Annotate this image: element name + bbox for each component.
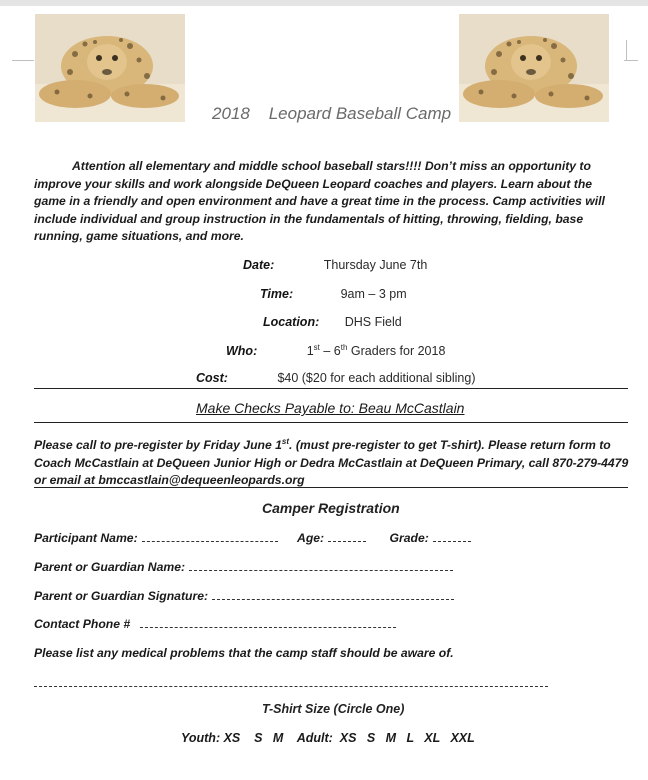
medical-label: Please list any medical problems that the camp staff should be aware of. xyxy=(34,646,454,660)
contact-phone-label: Contact Phone # xyxy=(34,617,131,631)
margin-mark-right-vertical xyxy=(626,40,627,60)
divider xyxy=(34,487,628,488)
tshirt-sizes: Youth: XS S M Adult: XS S M L XL XXL xyxy=(181,731,475,745)
document-title: 2018 Leopard Baseball Camp xyxy=(212,104,452,123)
guardian-signature-field[interactable] xyxy=(212,589,454,600)
margin-mark-right xyxy=(624,60,638,61)
cost-label: Cost: xyxy=(196,371,228,385)
date-value: Thursday June 7th xyxy=(323,258,428,272)
location-row xyxy=(263,315,402,329)
time-row xyxy=(260,287,407,301)
guardian-signature-row xyxy=(34,589,454,603)
preregister-paragraph: Please call to pre-register by Friday June 1st. (must pre-register to get T-shirt). Please return form to Coach McCastlain at DeQueen Junior High or Dedra McCastlain at DeQueen Primary, call 870-279-4479 or email at bmccastlain@dequeenleopards.org xyxy=(34,437,629,488)
tshirt-heading: T-Shirt Size (Circle One) xyxy=(262,702,405,716)
leopard-image-left xyxy=(35,14,185,122)
date-label: Date: xyxy=(243,258,275,272)
guardian-name-field[interactable] xyxy=(189,560,453,571)
time-value: 9am – 3 pm xyxy=(340,287,407,301)
top-bar xyxy=(0,0,648,6)
checks-payable-line: Make Checks Payable to: Beau McCastlain xyxy=(196,400,465,416)
medical-field[interactable] xyxy=(34,686,548,687)
location-value: DHS Field xyxy=(344,315,402,329)
divider xyxy=(34,388,628,389)
intro-text: Attention all elementary and middle school baseball stars!!!! Don’t miss an opportunity to improve your skills and work alongside DeQueen Leopard coaches and players. Learn about the game in a friendly and open environment and have a great time in the process. Camp activities will include individual and group instruction in the fundamentals of hitting, throwing, fielding, base running, game situations, and more. xyxy=(34,159,605,243)
divider xyxy=(34,422,628,423)
grade-field[interactable] xyxy=(433,531,471,542)
cost-row xyxy=(196,371,475,385)
margin-mark-left xyxy=(12,60,34,61)
time-label: Time: xyxy=(260,287,294,301)
location-label: Location: xyxy=(263,315,320,329)
participant-name-label: Participant Name: xyxy=(34,531,138,545)
who-value: 1st – 6th Graders for 2018 xyxy=(306,343,446,359)
who-row xyxy=(226,343,445,358)
guardian-name-row xyxy=(34,560,453,574)
contact-phone-field[interactable] xyxy=(140,617,396,628)
date-row xyxy=(243,258,427,272)
guardian-name-label: Parent or Guardian Name: xyxy=(34,560,186,574)
age-field[interactable] xyxy=(328,531,366,542)
who-label: Who: xyxy=(226,344,258,359)
guardian-signature-label: Parent or Guardian Signature: xyxy=(34,589,209,603)
contact-phone-row xyxy=(34,617,396,631)
participant-row xyxy=(34,531,471,545)
intro-paragraph xyxy=(34,158,624,246)
grade-label: Grade: xyxy=(389,531,429,545)
age-label: Age: xyxy=(297,531,325,545)
cost-value: $40 ($20 for each additional sibling) xyxy=(277,371,476,385)
registration-heading: Camper Registration xyxy=(262,500,400,516)
leopard-image-right xyxy=(459,14,609,122)
participant-name-field[interactable] xyxy=(142,531,278,542)
